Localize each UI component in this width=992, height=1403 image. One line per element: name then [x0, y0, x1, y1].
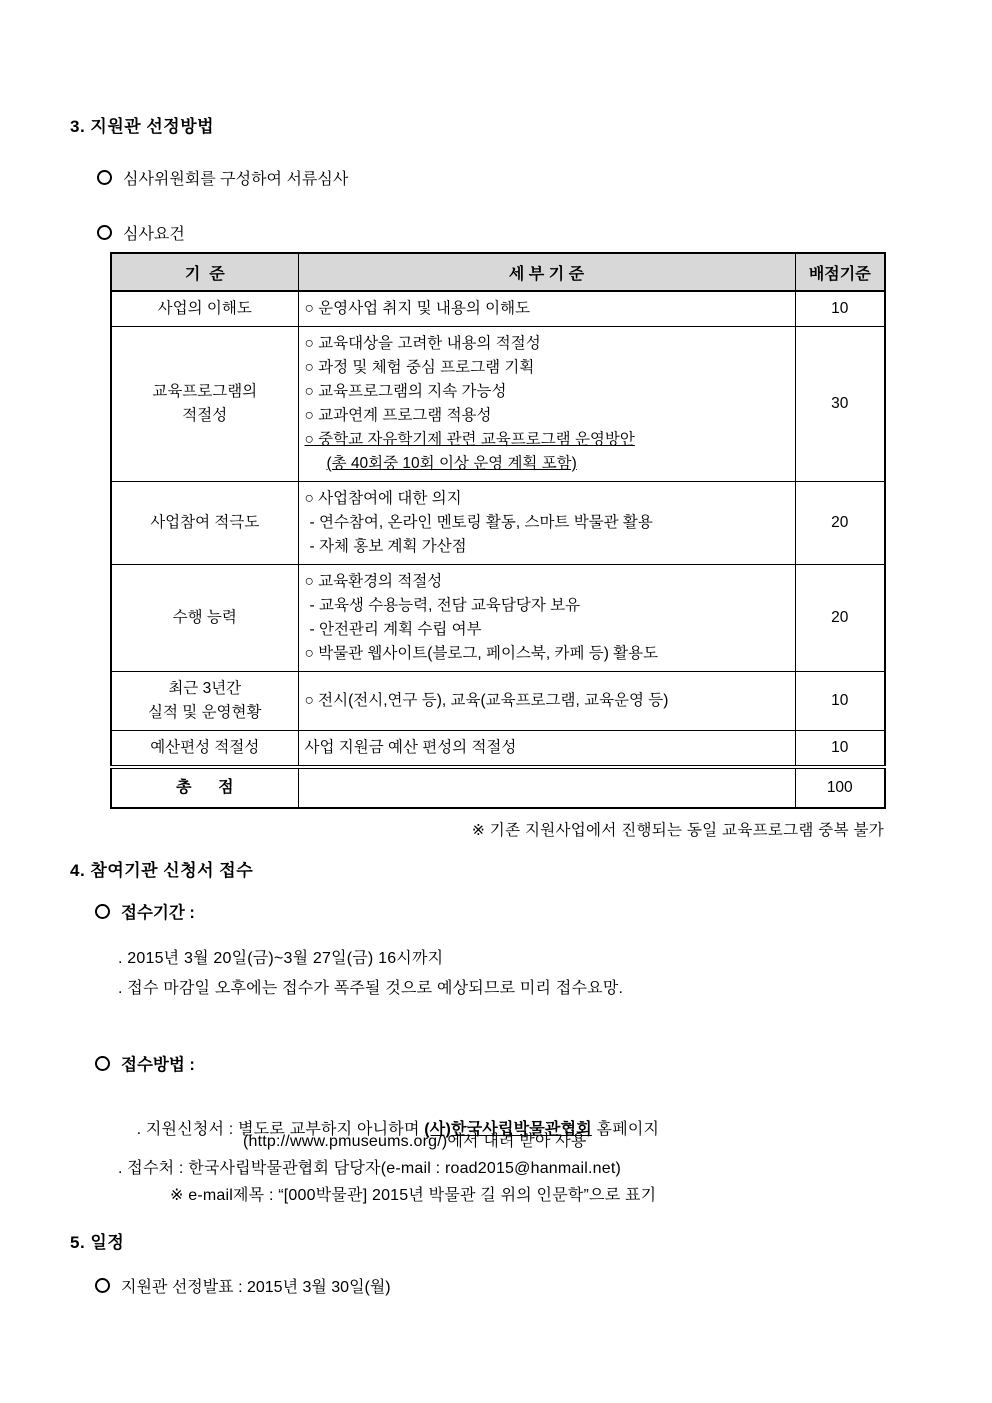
- table-row: [111, 565, 885, 672]
- criterion-line: 최근 3년간: [168, 680, 242, 697]
- receipt-period-item: [95, 899, 195, 923]
- circle-bullet-icon: [97, 225, 112, 240]
- detail-line: ○ 박물관 웹사이트(블로그, 페이스북, 카페 등) 활용도: [304, 645, 659, 662]
- score-cell: 10: [795, 731, 885, 768]
- receipt-method-line4: ※ e-mail제목 : “[000박물관] 2015년 박물관 길 위의 인문학”으로 표기: [170, 1187, 657, 1204]
- detail-cell: [298, 482, 795, 565]
- detail-cell: [298, 327, 795, 482]
- circle-bullet-icon: [97, 170, 112, 185]
- criterion-cell: [111, 672, 298, 731]
- receipt-method-label: 접수방법 :: [121, 1056, 195, 1074]
- detail-line: 사업 지원금 예산 편성의 적절성: [304, 739, 517, 756]
- detail-line: - 교육생 수용능력, 전담 교육담당자 보유: [309, 597, 581, 614]
- score-cell: 10: [795, 291, 885, 327]
- criterion-line: 실적 및 운영현황: [148, 704, 262, 721]
- criterion-cell: [111, 565, 298, 672]
- receipt-period-line2: . 접수 마감일 오후에는 접수가 폭주될 것으로 예상되므로 미리 접수요망.: [118, 980, 624, 997]
- circle-bullet-icon: [95, 1278, 110, 1293]
- score-cell: 20: [795, 565, 885, 672]
- method-line1-pre: . 지원신청서 : 별도로 교부하지 아니하며: [136, 1121, 425, 1138]
- table-row: [111, 731, 885, 768]
- detail-line: ○ 중학교 자유학기제 관련 교육프로그램 운영방안: [304, 431, 635, 448]
- section5-item: [95, 1274, 391, 1297]
- criterion-line: 사업의 이해도: [157, 300, 252, 317]
- section5-title: 5. 일정: [70, 1233, 125, 1252]
- section3-title: 3. 지원관 선정방법: [70, 117, 215, 136]
- header-detail: 세 부 기 준: [298, 253, 795, 291]
- table-row: [111, 672, 885, 731]
- section4-title: 4. 참여기관 신청서 접수: [70, 861, 254, 880]
- detail-line: - 연수참여, 온라인 멘토링 활동, 스마트 박물관 활용: [309, 514, 653, 531]
- section3-item1: [97, 166, 348, 189]
- table-footnote: ※ 기존 지원사업에서 진행되는 동일 교육프로그램 중복 불가: [471, 822, 884, 839]
- receipt-period-line1: . 2015년 3월 20일(금)~3월 27일(금) 16시까지: [118, 950, 444, 967]
- criterion-line: 예산편성 적절성: [150, 739, 260, 756]
- detail-line: ○ 교육대상을 고려한 내용의 적절성: [304, 335, 541, 352]
- total-score: 100: [795, 767, 885, 808]
- detail-line: ○ 전시(전시,연구 등), 교육(교육프로그램, 교육운영 등): [304, 692, 669, 709]
- section5-item-label: 지원관 선정발표 : 2015년 3월 30일(월): [121, 1279, 391, 1296]
- detail-line: (총 40회중 10회 이상 운영 계획 포함): [326, 455, 577, 472]
- criterion-line: 사업참여 적극도: [150, 514, 260, 531]
- header-score: 배점기준: [795, 253, 885, 291]
- criterion-line: 교육프로그램의: [152, 383, 258, 400]
- detail-cell: [298, 565, 795, 672]
- circle-bullet-icon: [95, 1056, 110, 1071]
- criteria-table: [110, 252, 886, 809]
- table-header-row: [111, 253, 885, 291]
- score-cell: 10: [795, 672, 885, 731]
- section3-item1-label: 심사위원회를 구성하여 서류심사: [123, 171, 349, 188]
- criterion-cell: [111, 291, 298, 327]
- total-detail-empty: [298, 767, 795, 808]
- header-criterion: 기 준: [111, 253, 298, 291]
- receipt-method-line3: . 접수처 : 한국사립박물관협회 담당자(e-mail : road2015@hanmail.net): [118, 1160, 622, 1177]
- table-row: [111, 291, 885, 327]
- section3-item2-label: 심사요건: [123, 226, 185, 243]
- table-row: [111, 327, 885, 482]
- criterion-cell: [111, 482, 298, 565]
- table-row: [111, 482, 885, 565]
- receipt-period-label: 접수기간 :: [121, 904, 195, 922]
- detail-cell: [298, 731, 795, 768]
- criterion-cell: [111, 731, 298, 768]
- total-label: 총 점: [111, 767, 298, 808]
- detail-cell: [298, 291, 795, 327]
- detail-line: ○ 교과연계 프로그램 적용성: [304, 407, 492, 424]
- section3-item2: [97, 221, 185, 244]
- association-name: (사)한국사립박물관협회: [424, 1121, 592, 1138]
- receipt-method-item: [95, 1051, 195, 1075]
- table-total-row: [111, 767, 885, 808]
- detail-line: ○ 운영사업 취지 및 내용의 이해도: [304, 300, 531, 317]
- detail-line: ○ 교육프로그램의 지속 가능성: [304, 383, 507, 400]
- detail-line: - 자체 홍보 계획 가산점: [309, 538, 467, 555]
- detail-line: ○ 사업참여에 대한 의지: [304, 490, 462, 507]
- criteria-table-block: [110, 252, 886, 840]
- criterion-line: 수행 능력: [172, 609, 237, 626]
- detail-cell: [298, 672, 795, 731]
- receipt-method-line2: (http://www.pmuseums.org/)에서 내려 받아 사용: [243, 1133, 587, 1150]
- score-cell: 30: [795, 327, 885, 482]
- method-line1-post: 홈페이지: [591, 1121, 660, 1138]
- detail-line: ○ 과정 및 체험 중심 프로그램 기획: [304, 359, 535, 376]
- detail-line: ○ 교육환경의 적절성: [304, 573, 443, 590]
- criterion-cell: [111, 327, 298, 482]
- criterion-line: 적절성: [182, 407, 228, 424]
- circle-bullet-icon: [95, 904, 110, 919]
- score-cell: 20: [795, 482, 885, 565]
- detail-line: - 안전관리 계획 수립 여부: [309, 621, 482, 638]
